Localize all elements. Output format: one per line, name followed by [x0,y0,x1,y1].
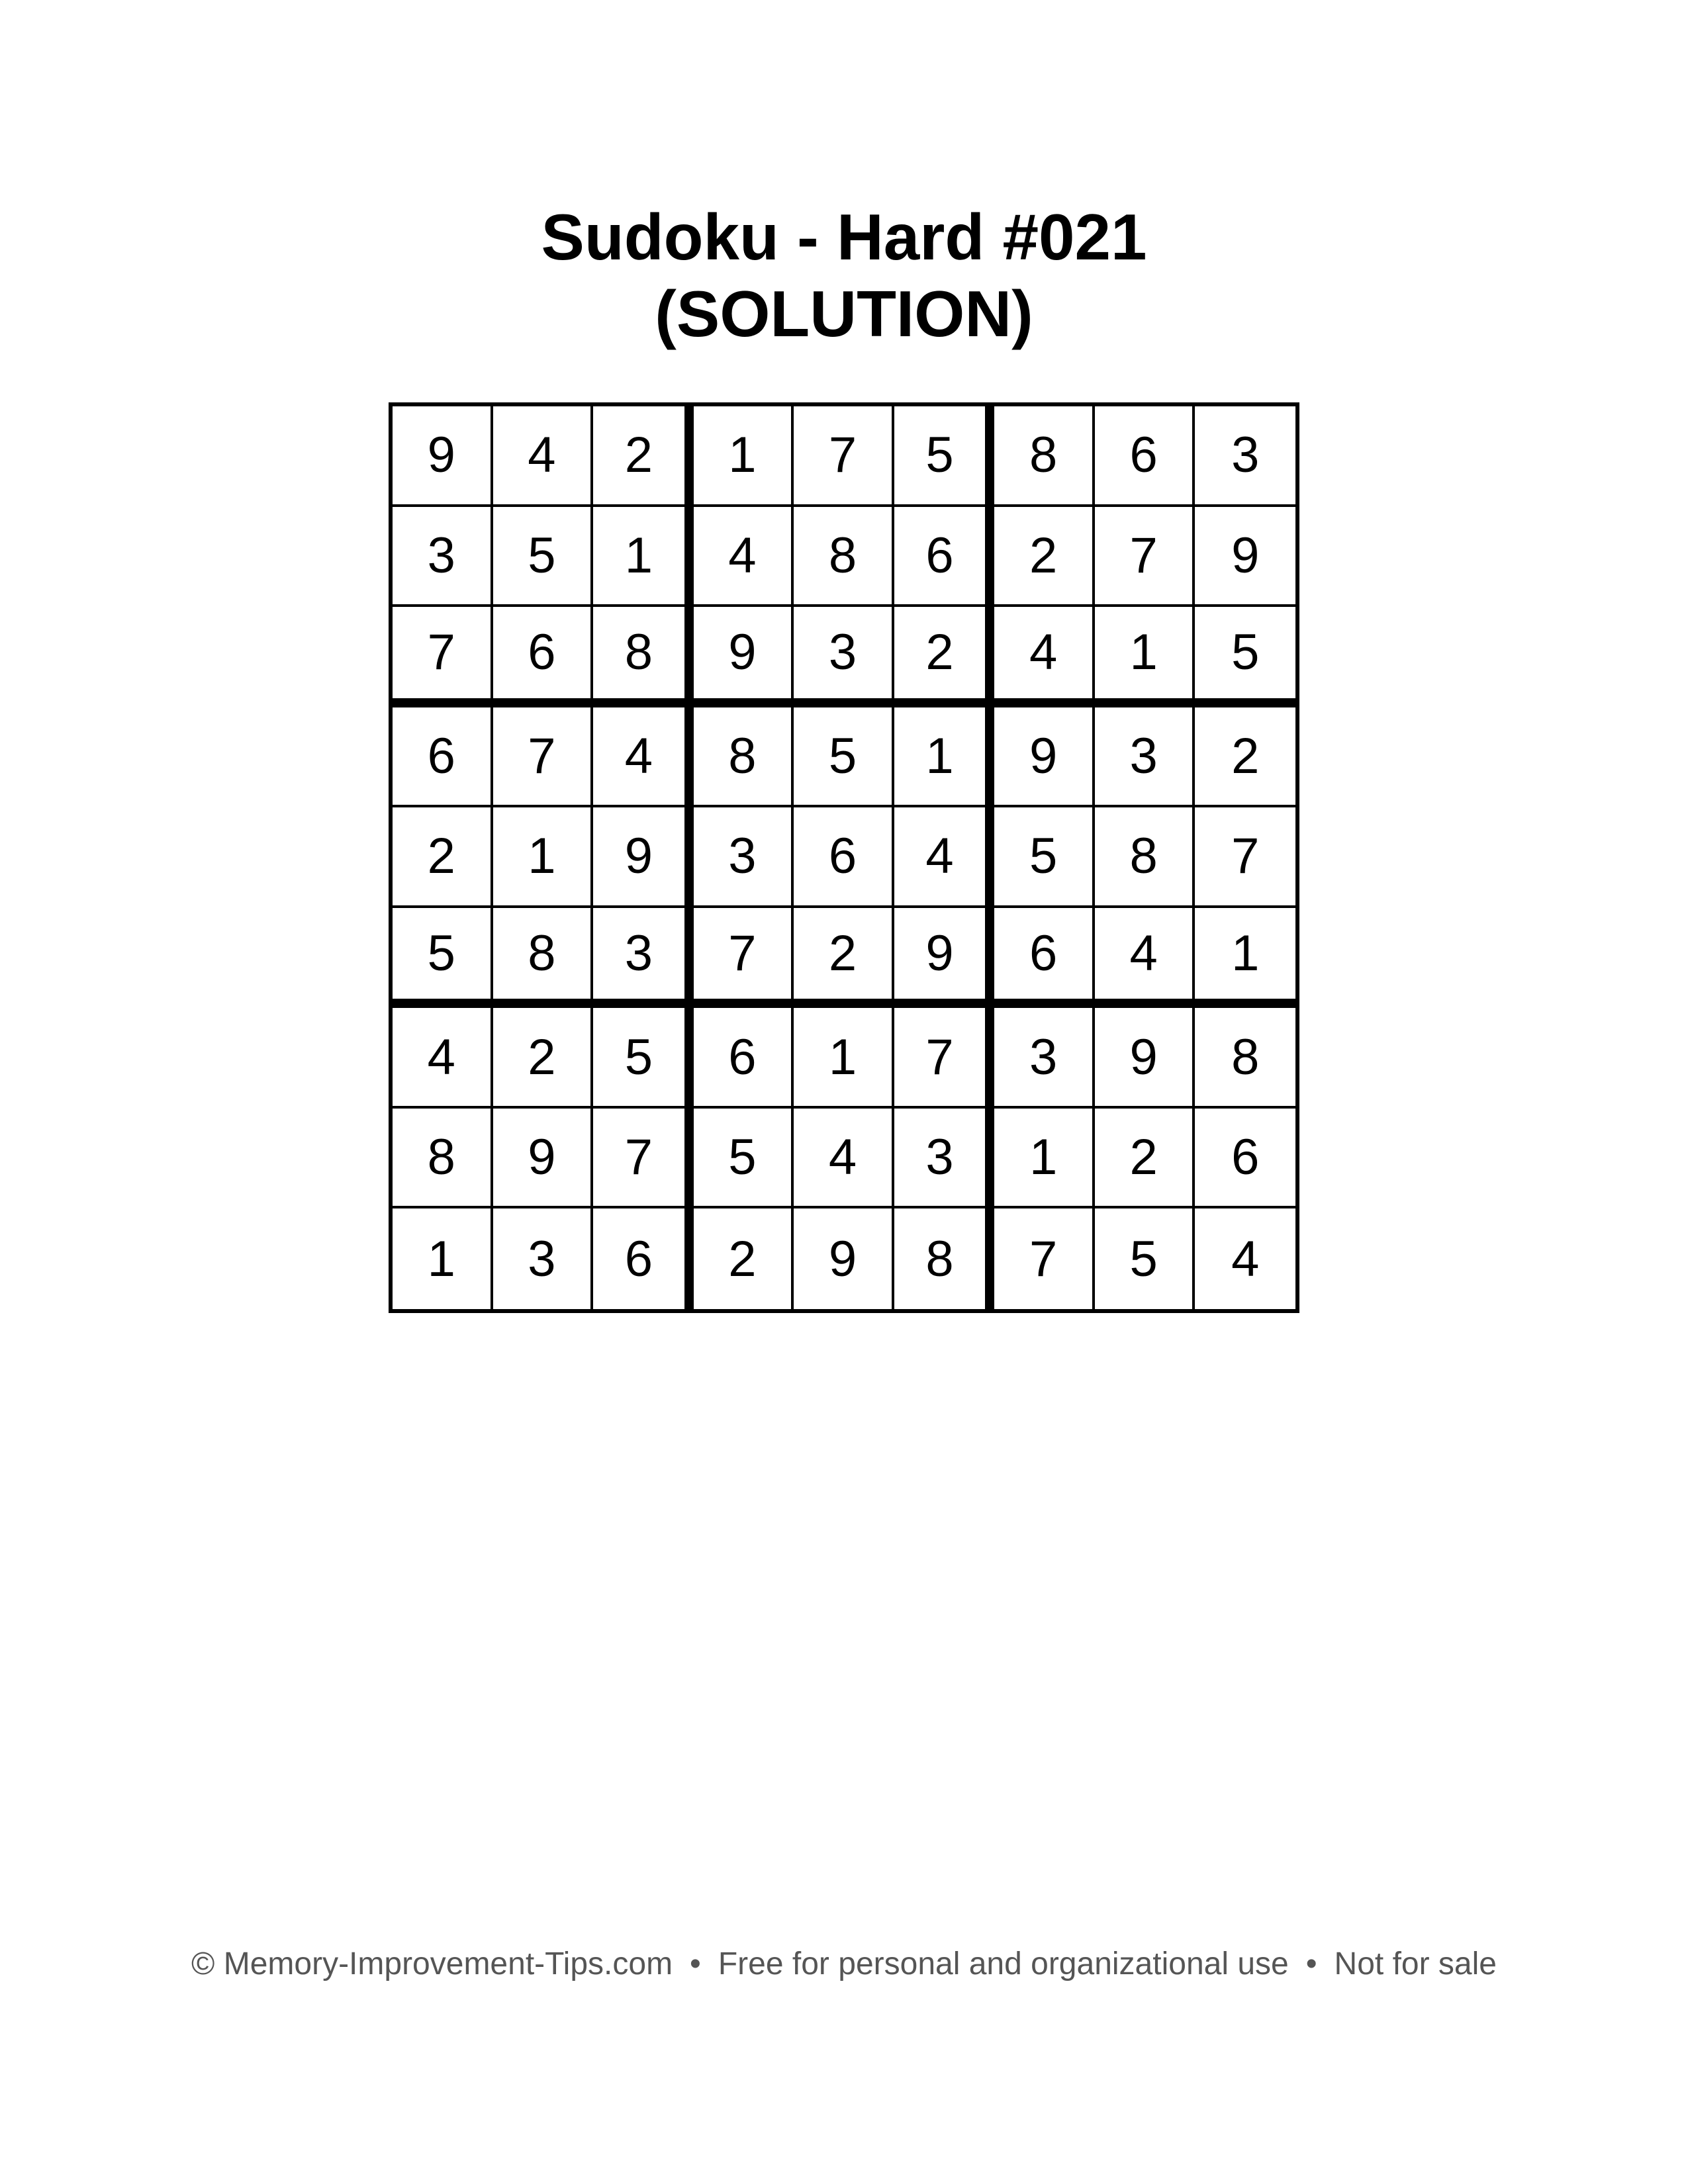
sudoku-cell-r1-c6: 5 [894,406,995,507]
sudoku-cell-r8-c4: 5 [694,1109,794,1209]
sudoku-cell-r5-c5: 6 [794,807,894,908]
sudoku-cell-r3-c2: 6 [493,607,594,707]
sudoku-cell-r2-c3: 1 [593,507,694,608]
sudoku-cell-r2-c2: 5 [493,507,594,608]
sudoku-cell-r9-c2: 3 [493,1208,594,1309]
sudoku-cell-r5-c1: 2 [393,807,493,908]
sudoku-grid [389,402,1299,1313]
sudoku-cell-r7-c9: 8 [1195,1008,1295,1109]
sudoku-cell-r7-c7: 3 [994,1008,1095,1109]
sudoku-cell-r1-c2: 4 [493,406,594,507]
sudoku-cell-r7-c3: 5 [593,1008,694,1109]
sudoku-cell-r5-c7: 5 [994,807,1095,908]
sudoku-cell-r9-c3: 6 [593,1208,694,1309]
sudoku-cell-r9-c7: 7 [994,1208,1095,1309]
title-line-2: (SOLUTION) [655,277,1033,350]
sudoku-cell-r7-c4: 6 [694,1008,794,1109]
footer [0,1946,1688,1982]
sudoku-cell-r8-c8: 2 [1095,1109,1196,1209]
sudoku-cell-r4-c8: 3 [1095,707,1196,808]
sudoku-cell-r1-c4: 1 [694,406,794,507]
sudoku-cell-r4-c6: 1 [894,707,995,808]
sudoku-cell-r3-c4: 9 [694,607,794,707]
sudoku-cell-r5-c9: 7 [1195,807,1295,908]
sudoku-cell-r5-c6: 4 [894,807,995,908]
sudoku-cell-r8-c7: 1 [994,1109,1095,1209]
sudoku-cell-r7-c2: 2 [493,1008,594,1109]
sudoku-cell-r4-c9: 2 [1195,707,1295,808]
sudoku-cell-r2-c4: 4 [694,507,794,608]
sudoku-cell-r9-c9: 4 [1231,1230,1260,1287]
sudoku-cell-r8-c6: 3 [894,1109,995,1209]
sudoku-cell-r5-c4: 3 [694,807,794,908]
sudoku-cell-r5-c2: 1 [493,807,594,908]
page-title [0,199,1688,352]
sudoku-cell-r7-c1: 4 [393,1008,493,1109]
sudoku-cell-r3-c6: 2 [894,607,995,707]
sudoku-cell-r7-c6: 7 [894,1008,995,1109]
sudoku-cell-r7-c5: 1 [794,1008,894,1109]
sudoku-cell-r2-c7: 2 [994,507,1095,608]
sudoku-cell-r2-c9: 9 [1195,507,1295,608]
sudoku-cell-r6-c2: 8 [493,908,594,1009]
sudoku-cell-r4-c7: 9 [994,707,1095,808]
sudoku-cell-r8-c9: 6 [1195,1109,1295,1209]
sudoku-cell-r4-c3: 4 [593,707,694,808]
sudoku-cell-r9-c6: 8 [894,1208,995,1309]
sudoku-cell-r2-c5: 8 [794,507,894,608]
sudoku-cell-r3-c3: 8 [593,607,694,707]
sudoku-cell-r3-c1: 7 [393,607,493,707]
sudoku-cell-r5-c3: 9 [593,807,694,908]
sudoku-cell-r1-c1: 9 [393,406,493,507]
sudoku-cell-r1-c8: 6 [1095,406,1196,507]
footer-copyright: © Memory-Improvement-Tips.com [191,1946,673,1981]
sudoku-cell-r1-c3: 2 [593,406,694,507]
sudoku-cell-r1-c9: 3 [1195,406,1295,507]
sudoku-cell-r9-c8: 5 [1095,1208,1196,1309]
sudoku-cell-r8-c2: 9 [493,1109,594,1209]
sudoku-cell-r6-c3: 3 [593,908,694,1009]
sudoku-cell-r2-c8: 7 [1095,507,1196,608]
sudoku-cell-r3-c5: 3 [794,607,894,707]
sudoku-cell-r9-c5: 9 [794,1208,894,1309]
sudoku-cell-r6-c1: 5 [393,908,493,1009]
sudoku-cell-r3-c8: 1 [1095,607,1196,707]
sudoku-cell-r6-c6: 9 [894,908,995,1009]
sudoku-cell-r7-c8: 9 [1095,1008,1196,1109]
sudoku-cell-r6-c4: 7 [694,908,794,1009]
footer-separator: • [690,1946,701,1981]
sudoku-cell-r3-c9: 5 [1195,607,1295,707]
sudoku-cell-r4-c5: 5 [794,707,894,808]
sudoku-cell-r6-c5: 2 [794,908,894,1009]
sudoku-cell-r4-c4: 8 [694,707,794,808]
sudoku-cell-r6-c9: 1 [1195,908,1295,1009]
sudoku-cell-r8-c5: 4 [794,1109,894,1209]
title-line-1: Sudoku - Hard #021 [541,201,1147,273]
footer-sale: Not for sale [1334,1946,1497,1981]
sudoku-cell-r6-c7: 6 [994,908,1095,1009]
sudoku-cell-r9-c1: 1 [393,1208,493,1309]
sudoku-cell-r2-c1: 3 [393,507,493,608]
sudoku-cell-r3-c7: 4 [994,607,1095,707]
sudoku-cell-r1-c7: 8 [994,406,1095,507]
sudoku-cell-r9-c4: 2 [694,1208,794,1309]
sudoku-cell-r4-c2: 7 [493,707,594,808]
sudoku-cell-r8-c3: 7 [593,1109,694,1209]
sudoku-cell-r4-c1: 6 [393,707,493,808]
sudoku-cell-r2-c6: 6 [894,507,995,608]
sudoku-cell-r1-c5: 7 [794,406,894,507]
sudoku-cell-r6-c8: 4 [1095,908,1196,1009]
sudoku-cell-r8-c1: 8 [393,1109,493,1209]
footer-usage: Free for personal and organizational use [718,1946,1289,1981]
sudoku-cell-r5-c8: 8 [1095,807,1196,908]
footer-separator: • [1305,1946,1317,1981]
